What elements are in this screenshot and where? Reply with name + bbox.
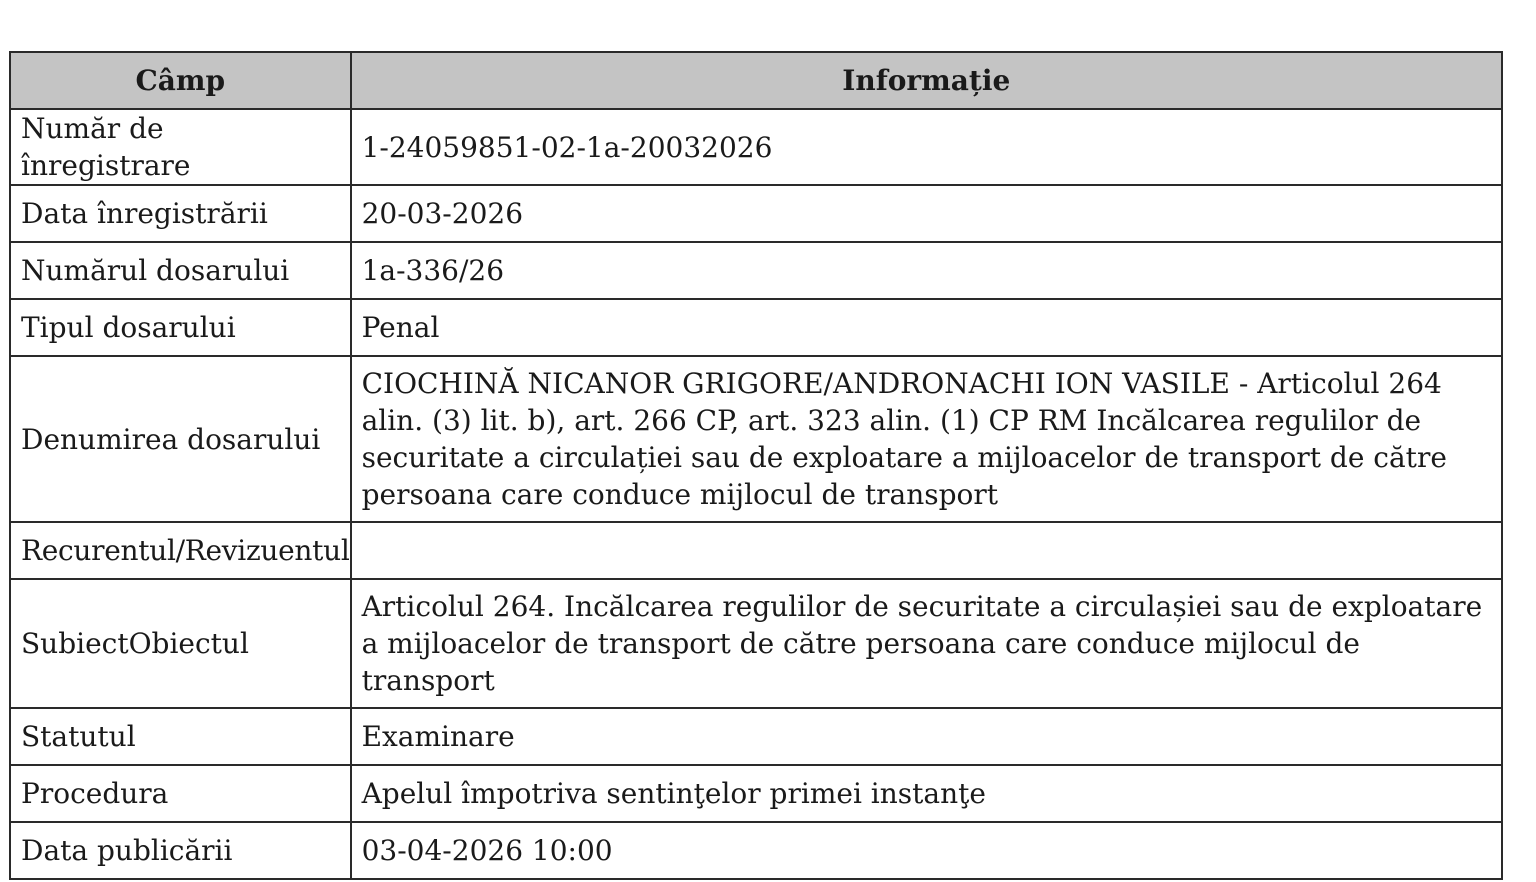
table-row	[10, 708, 1502, 765]
field-value	[351, 522, 1502, 579]
header-info: Informație	[351, 52, 1502, 109]
table-row	[10, 522, 1502, 579]
table-row	[10, 579, 1502, 708]
table-header-row	[10, 52, 1502, 109]
field-value: Apelul împotriva sentinţelor primei instanţe	[351, 765, 1502, 822]
field-label: Tipul dosarului	[10, 299, 351, 356]
field-label: Denumirea dosarului	[10, 356, 351, 522]
field-label: SubiectObiectul	[10, 579, 351, 708]
field-label: Număr de înregistrare	[10, 109, 351, 185]
field-value: 1a-336/26	[351, 242, 1502, 299]
field-label: Numărul dosarului	[10, 242, 351, 299]
field-label: Statutul	[10, 708, 351, 765]
field-value: 20-03-2026	[351, 185, 1502, 242]
table-row	[10, 185, 1502, 242]
table-row	[10, 765, 1502, 822]
field-value: CIOCHINĂ NICANOR GRIGORE/ANDRONACHI ION VASILE - Articolul 264 alin. (3) lit. b), art. 266 CP, art. 323 alin. (1) CP RM Incălcarea regulilor de securitate a circulației sau de exploatare a mijloacelor de transport de către persoana care conduce mijlocul de transport	[351, 356, 1502, 522]
table-row	[10, 299, 1502, 356]
table-row	[10, 242, 1502, 299]
field-value: Examinare	[351, 708, 1502, 765]
field-value: 03-04-2026 10:00	[351, 822, 1502, 879]
field-label: Data publicării	[10, 822, 351, 879]
table-row	[10, 356, 1502, 522]
header-field: Câmp	[10, 52, 351, 109]
field-label: Recurentul/Revizuentul	[10, 522, 351, 579]
table-row	[10, 109, 1502, 185]
field-label: Procedura	[10, 765, 351, 822]
case-info-table	[9, 51, 1503, 880]
field-value: Articolul 264. Incălcarea regulilor de securitate a circulașiei sau de exploatare a mijloacelor de transport de către persoana care conduce mijlocul de transport	[351, 579, 1502, 708]
field-value: Penal	[351, 299, 1502, 356]
table-row	[10, 822, 1502, 879]
field-label: Data înregistrării	[10, 185, 351, 242]
field-value: 1-24059851-02-1a-20032026	[351, 109, 1502, 185]
